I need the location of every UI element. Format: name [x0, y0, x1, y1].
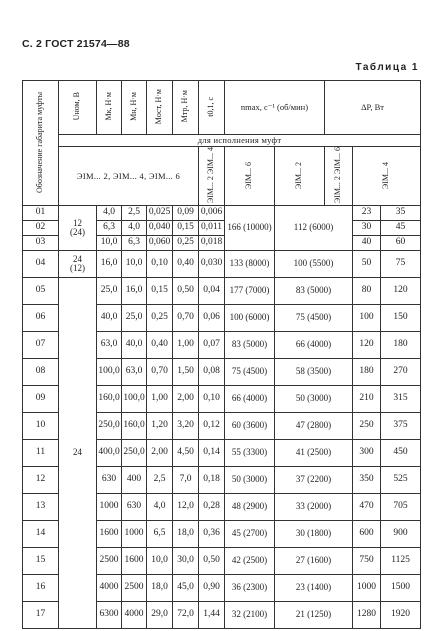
cell-mk: 40,0 — [97, 305, 122, 332]
cell-n2: 83 (5000) — [275, 278, 353, 305]
cell-mt: 72,0 — [173, 602, 199, 629]
cell-mt: 0,40 — [173, 251, 199, 278]
cell-mo: 0,25 — [147, 305, 173, 332]
cell-mn: 6,3 — [122, 236, 147, 251]
cell-n1: 166 (10000) — [225, 206, 275, 251]
cell-mt: 45,0 — [173, 575, 199, 602]
cell-p2: 375 — [381, 413, 421, 440]
cell-n2: 75 (4500) — [275, 305, 353, 332]
cell-p2: 525 — [381, 467, 421, 494]
cell-n2: 66 (4000) — [275, 332, 353, 359]
cell-mt: 1,00 — [173, 332, 199, 359]
cell-t: 0,006 — [199, 206, 225, 221]
cell-mk: 400,0 — [97, 440, 122, 467]
cell-mn: 1000 — [122, 521, 147, 548]
cell-voltage: 12 (24) — [59, 206, 97, 251]
cell-t: 0,018 — [199, 236, 225, 251]
cell-n1: 83 (5000) — [225, 332, 275, 359]
cell-n2: 33 (2000) — [275, 494, 353, 521]
cell-p2: 270 — [381, 359, 421, 386]
cell-t: 0,50 — [199, 548, 225, 575]
cell-n1: 55 (3300) — [225, 440, 275, 467]
cell-p1: 250 — [353, 413, 381, 440]
cell-n2: 50 (3000) — [275, 386, 353, 413]
cell-p1: 30 — [353, 221, 381, 236]
cell-mo: 0,060 — [147, 236, 173, 251]
cell-designation: 05 — [23, 278, 59, 305]
cell-p2: 1500 — [381, 575, 421, 602]
cell-p2: 45 — [381, 221, 421, 236]
cell-p1: 180 — [353, 359, 381, 386]
cell-mn: 63,0 — [122, 359, 147, 386]
table-title: Таблица 1 — [355, 62, 419, 73]
cell-p1: 100 — [353, 305, 381, 332]
variant-246: ЭІМ... 2 ЭІМ... 4 — [199, 147, 225, 206]
cell-p1: 300 — [353, 440, 381, 467]
cell-mo: 18,0 — [147, 575, 173, 602]
cell-t: 0,12 — [199, 413, 225, 440]
variant-4b: ЭІМ... 4 — [353, 147, 421, 206]
cell-mo: 2,00 — [147, 440, 173, 467]
cell-mn: 4,0 — [122, 221, 147, 236]
col-mn: Mн, Н·м — [122, 81, 147, 135]
cell-p1: 23 — [353, 206, 381, 221]
cell-mo: 1,20 — [147, 413, 173, 440]
cell-mo: 2,5 — [147, 467, 173, 494]
variant-2: ЭІМ... 2 — [275, 147, 325, 206]
cell-mt: 1,50 — [173, 359, 199, 386]
cell-t: 0,36 — [199, 521, 225, 548]
cell-designation: 12 — [23, 467, 59, 494]
cell-n2: 41 (2500) — [275, 440, 353, 467]
cell-n1: 50 (3000) — [225, 467, 275, 494]
cell-designation: 16 — [23, 575, 59, 602]
cell-mo: 6,5 — [147, 521, 173, 548]
cell-mo: 4,0 — [147, 494, 173, 521]
cell-mt: 0,70 — [173, 305, 199, 332]
cell-p2: 1920 — [381, 602, 421, 629]
cell-mn: 630 — [122, 494, 147, 521]
cell-n1: 177 (7000) — [225, 278, 275, 305]
cell-designation: 07 — [23, 332, 59, 359]
cell-mt: 30,0 — [173, 548, 199, 575]
cell-t: 0,04 — [199, 278, 225, 305]
cell-mk: 1000 — [97, 494, 122, 521]
cell-mn: 25,0 — [122, 305, 147, 332]
page-header: С. 2 ГОСТ 21574—88 — [22, 38, 130, 50]
cell-mn: 40,0 — [122, 332, 147, 359]
cell-designation: 01 — [23, 206, 59, 221]
cell-mk: 6300 — [97, 602, 122, 629]
cell-t: 0,011 — [199, 221, 225, 236]
cell-p1: 80 — [353, 278, 381, 305]
cell-mn: 250,0 — [122, 440, 147, 467]
cell-mo: 0,70 — [147, 359, 173, 386]
cell-t: 1,44 — [199, 602, 225, 629]
cell-n1: 66 (4000) — [225, 386, 275, 413]
cell-mt: 0,25 — [173, 236, 199, 251]
col-u-nom: Uном, В — [59, 81, 97, 135]
cell-mk: 4000 — [97, 575, 122, 602]
cell-mo: 0,15 — [147, 278, 173, 305]
cell-mt: 18,0 — [173, 521, 199, 548]
cell-mt: 3,20 — [173, 413, 199, 440]
cell-n1: 48 (2900) — [225, 494, 275, 521]
cell-mn: 1600 — [122, 548, 147, 575]
cell-t: 0,28 — [199, 494, 225, 521]
cell-designation: 10 — [23, 413, 59, 440]
cell-designation: 13 — [23, 494, 59, 521]
cell-t: 0,07 — [199, 332, 225, 359]
variant-6: ЭІМ... 6 — [225, 147, 275, 206]
cell-p2: 900 — [381, 521, 421, 548]
variant-group: ЭІМ... 2, ЭІМ... 4, ЭІМ... 6 — [59, 147, 199, 206]
cell-p1: 1000 — [353, 575, 381, 602]
cell-mk: 4,0 — [97, 206, 122, 221]
cell-n1: 36 (2300) — [225, 575, 275, 602]
cell-mn: 2500 — [122, 575, 147, 602]
cell-designation: 08 — [23, 359, 59, 386]
cell-p1: 470 — [353, 494, 381, 521]
cell-mk: 100,0 — [97, 359, 122, 386]
cell-n2: 100 (5500) — [275, 251, 353, 278]
cell-t: 0,10 — [199, 386, 225, 413]
cell-designation: 03 — [23, 236, 59, 251]
cell-mn: 4000 — [122, 602, 147, 629]
cell-p2: 180 — [381, 332, 421, 359]
cell-p2: 150 — [381, 305, 421, 332]
cell-mn: 100,0 — [122, 386, 147, 413]
cell-n2: 21 (1250) — [275, 602, 353, 629]
cell-mk: 2500 — [97, 548, 122, 575]
cell-designation: 09 — [23, 386, 59, 413]
cell-n1: 100 (6000) — [225, 305, 275, 332]
cell-mn: 16,0 — [122, 278, 147, 305]
cell-mo: 29,0 — [147, 602, 173, 629]
cell-t: 0,08 — [199, 359, 225, 386]
cell-t: 0,030 — [199, 251, 225, 278]
cell-designation: 04 — [23, 251, 59, 278]
cell-p1: 600 — [353, 521, 381, 548]
couplings-table — [22, 80, 421, 629]
cell-mo: 0,40 — [147, 332, 173, 359]
cell-mt: 0,50 — [173, 278, 199, 305]
cell-mo: 0,025 — [147, 206, 173, 221]
cell-p1: 50 — [353, 251, 381, 278]
cell-t: 0,06 — [199, 305, 225, 332]
cell-p2: 120 — [381, 278, 421, 305]
cell-t: 0,18 — [199, 467, 225, 494]
cell-p2: 315 — [381, 386, 421, 413]
cell-n1: 42 (2500) — [225, 548, 275, 575]
cell-mk: 63,0 — [97, 332, 122, 359]
cell-designation: 14 — [23, 521, 59, 548]
col-t: t0,1, с — [199, 81, 225, 135]
cell-p2: 705 — [381, 494, 421, 521]
cell-voltage: 24 — [59, 278, 97, 629]
cell-p1: 350 — [353, 467, 381, 494]
cell-n2: 37 (2200) — [275, 467, 353, 494]
cell-n2: 58 (3500) — [275, 359, 353, 386]
cell-p1: 120 — [353, 332, 381, 359]
cell-n1: 133 (8000) — [225, 251, 275, 278]
cell-n2: 30 (1800) — [275, 521, 353, 548]
cell-mt: 0,09 — [173, 206, 199, 221]
cell-n2: 112 (6000) — [275, 206, 353, 251]
cell-mk: 250,0 — [97, 413, 122, 440]
cell-mk: 630 — [97, 467, 122, 494]
cell-mn: 400 — [122, 467, 147, 494]
cell-voltage: 24 (12) — [59, 251, 97, 278]
cell-mt: 0,15 — [173, 221, 199, 236]
cell-n2: 23 (1400) — [275, 575, 353, 602]
cell-mt: 12,0 — [173, 494, 199, 521]
cell-designation: 15 — [23, 548, 59, 575]
cell-designation: 02 — [23, 221, 59, 236]
variant-4a: ЭІМ... 2 ЭІМ... 6 — [325, 147, 353, 206]
col-mk: Mк, Н·м — [97, 81, 122, 135]
cell-designation: 11 — [23, 440, 59, 467]
cell-mn: 160,0 — [122, 413, 147, 440]
cell-t: 0,14 — [199, 440, 225, 467]
cell-p2: 1125 — [381, 548, 421, 575]
cell-mn: 10,0 — [122, 251, 147, 278]
variants-caption: для исполнения муфт — [59, 135, 421, 147]
cell-n2: 47 (2800) — [275, 413, 353, 440]
cell-mt: 2,00 — [173, 386, 199, 413]
cell-designation: 17 — [23, 602, 59, 629]
cell-n2: 27 (1600) — [275, 548, 353, 575]
cell-p2: 35 — [381, 206, 421, 221]
cell-mn: 2,5 — [122, 206, 147, 221]
cell-mk: 160,0 — [97, 386, 122, 413]
cell-mk: 10,0 — [97, 236, 122, 251]
cell-mo: 10,0 — [147, 548, 173, 575]
cell-n1: 32 (2100) — [225, 602, 275, 629]
cell-p2: 60 — [381, 236, 421, 251]
cell-mo: 0,040 — [147, 221, 173, 236]
cell-mt: 4,50 — [173, 440, 199, 467]
col-designation: Обозначение габарита муфты — [23, 81, 59, 206]
cell-n1: 60 (3600) — [225, 413, 275, 440]
cell-p2: 450 — [381, 440, 421, 467]
cell-p1: 210 — [353, 386, 381, 413]
cell-p2: 75 — [381, 251, 421, 278]
col-m-tr: Mтр, Н·м — [173, 81, 199, 135]
cell-mo: 1,00 — [147, 386, 173, 413]
cell-n1: 45 (2700) — [225, 521, 275, 548]
col-dp: ΔP, Вт — [325, 81, 421, 135]
cell-mk: 1600 — [97, 521, 122, 548]
cell-mo: 0,10 — [147, 251, 173, 278]
cell-mt: 7,0 — [173, 467, 199, 494]
col-n-max: nmax, с⁻¹ (об/мин) — [225, 81, 325, 135]
cell-mk: 6,3 — [97, 221, 122, 236]
cell-p1: 1280 — [353, 602, 381, 629]
cell-t: 0,90 — [199, 575, 225, 602]
cell-mk: 25,0 — [97, 278, 122, 305]
cell-p1: 750 — [353, 548, 381, 575]
cell-n1: 75 (4500) — [225, 359, 275, 386]
col-m-ost: Mост, Н·м — [147, 81, 173, 135]
cell-mk: 16,0 — [97, 251, 122, 278]
cell-p1: 40 — [353, 236, 381, 251]
cell-designation: 06 — [23, 305, 59, 332]
